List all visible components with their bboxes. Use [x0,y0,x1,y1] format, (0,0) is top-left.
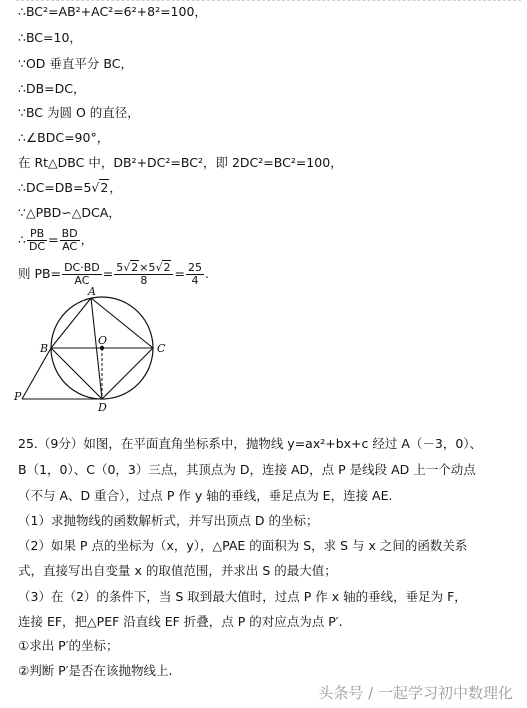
solution-line-7: 在 Rt△DBC 中，DB²+DC²=BC²，即 2DC²=BC²=100， [18,155,343,170]
solution-line-2: ∴BC=10， [18,30,82,45]
label-o: O [98,334,108,347]
problem-line-5: （2）如果 P 点的坐标为（x，y），△PAE 的面积为 S，求 S 与 x 之间的函数关系 [18,538,468,553]
solution-line-9: ∵△PBD∽△DCA， [18,205,121,220]
fraction-25-4: $\frac{25}{4}$ [187,261,202,287]
solution-line-6: ∴∠BDC=90°， [18,130,110,145]
top-divider [16,0,521,3]
segment-cd [102,348,153,399]
geometry-figure [12,285,172,417]
therefore-sign: ∴ [18,232,26,247]
problem-line-6: 式，直接写出自变量 x 的取值范围，并求出 S 的最大值； [18,563,337,578]
label-c: C [157,342,166,355]
problem-line-2: B（1，0）、C（0，3）三点，其顶点为 D，连接 AD，点 P 是线段 AD 上一个动点 [18,462,476,477]
solution-line-4: ∴DB=DC， [18,81,86,96]
radicand: 2 [100,180,109,195]
label-a: A [88,285,96,298]
fraction-pb-dc: $\frac{PB}{DC}$ [28,227,46,253]
solution-line-10: ∴ $\frac{PB}{DC}$ = $\frac{BD}{AC}$ ， [18,227,94,253]
label-d: D [98,401,107,414]
pb-prefix: 则 PB= [18,266,62,281]
solution-line-8: ∴DC=DB=5√2， [18,180,122,195]
problem-line-9: ①求出 P′的坐标； [18,638,119,653]
fraction-dcbd-ac: $\frac{DC\cdot BD}{AC}$ [64,261,100,287]
solution-line-5: ∵BC 为圆 O 的直径， [18,105,140,120]
label-p: P [14,390,22,403]
problem-line-8: 连接 EF，把△PEF 沿直线 EF 折叠，点 P 的对应点为点 P′. [18,614,343,629]
fraction-product: $\frac{5√2\times 5√2}{8}$ [114,262,173,287]
watermark-text: 头条号 / 一起学习初中数理化 [318,684,513,702]
solution-line-3: ∵OD 垂直平分 BC， [18,56,133,71]
dc-db-prefix: ∴DC=DB=5 [18,180,92,195]
label-b: B [40,342,49,355]
problem-line-1: 25.（9分）如图，在平面直角坐标系中，抛物线 y=ax²+bx+c 经过 A（－3，0）、 [18,436,483,451]
fraction-bd-ac: $\frac{BD}{AC}$ [61,227,78,253]
line8-suffix: ， [109,180,122,195]
problem-line-10: ②判断 P′是否在该抛物线上. [18,663,173,678]
solution-line-1: ∴BC²=AB²+AC²=6²+8²=100， [18,4,207,19]
problem-line-3: （不与 A、D 重合），过点 P 作 y 轴的垂线，垂足点为 E，连接 AE. [18,488,393,503]
solution-line-11: 则 PB= $\frac{DC\cdot BD}{AC}$ = $\frac{5√2\times 5√2}{8}$ = $\frac{25}{4}$ . [18,261,209,287]
segment-bd [51,348,102,399]
segment-pb [22,348,51,399]
problem-line-4: （1）求抛物线的函数解析式，并写出顶点 D 的坐标； [18,513,319,528]
problem-line-7: （3）在（2）的条件下，当 S 取到最大值时，过点 P 作 x 轴的垂线，垂足为 F， [18,589,467,604]
